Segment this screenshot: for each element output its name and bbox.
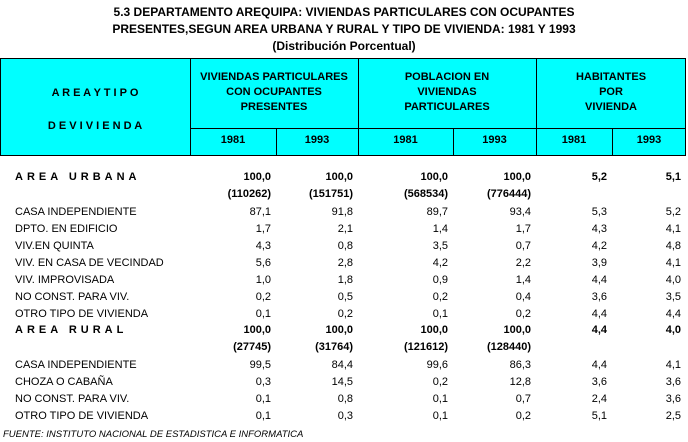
value-cell: 93,4	[509, 206, 531, 218]
value-cell: 0,7	[515, 393, 531, 405]
value-cell: 2,5	[665, 410, 681, 422]
value-cell: 0,2	[515, 308, 531, 320]
rural-absolute-row	[0, 339, 688, 356]
value-cell: 3,6	[591, 376, 607, 388]
value-cell: 3,6	[665, 393, 681, 405]
source-note: FUENTE: INSTITUTO NACIONAL DE ESTADISTICA E INFORMATICA	[3, 429, 304, 440]
year-header: 1993	[482, 134, 507, 146]
value-cell: 4,1	[665, 223, 681, 235]
absolute-cell: (110262)	[227, 188, 271, 200]
value-cell: 4,2	[591, 240, 607, 252]
value-cell: 4,1	[665, 257, 681, 269]
value-cell: 3,6	[665, 376, 681, 388]
total-cell: 4,4	[591, 324, 607, 336]
header-viviendas-line1: VIVIENDAS PARTICULARES	[200, 71, 348, 83]
total-cell: 100,0	[503, 324, 531, 336]
table-row	[0, 204, 688, 221]
urban-total-row	[0, 169, 688, 186]
table-row	[0, 374, 688, 391]
header-poblacion-line2: VIVIENDAS	[417, 86, 477, 98]
row-label: OTRO TIPO DE VIVIENDA	[15, 410, 149, 422]
row-label: VIV.EN QUINTA	[15, 240, 94, 252]
value-cell: 0,8	[337, 240, 353, 252]
row-label: CHOZA O CABAÑA	[15, 376, 113, 388]
total-cell: 100,0	[420, 324, 448, 336]
absolute-cell: (568534)	[403, 188, 448, 200]
table-row	[0, 255, 688, 272]
row-label: NO CONST. PARA VIV.	[15, 393, 130, 405]
value-cell: 0,2	[515, 410, 531, 422]
value-cell: 0,1	[432, 308, 448, 320]
value-cell: 1,4	[515, 274, 531, 286]
value-cell: 99,6	[426, 359, 448, 371]
table-title-line1: 5.3 DEPARTAMENTO AREQUIPA: VIVIENDAS PARTICULARES CON OCUPANTES	[113, 5, 575, 19]
value-cell: 0,2	[337, 308, 353, 320]
total-cell: 100,0	[325, 324, 353, 336]
value-cell: 14,5	[331, 376, 353, 388]
value-cell: 91,8	[331, 206, 353, 218]
year-header: 1993	[304, 134, 330, 146]
table-row	[0, 238, 688, 255]
value-cell: 4,2	[432, 257, 448, 269]
value-cell: 3,5	[665, 291, 681, 303]
table-row	[0, 391, 688, 408]
value-cell: 1,0	[255, 274, 271, 286]
year-header: 1993	[636, 134, 662, 146]
value-cell: 5,2	[665, 206, 681, 218]
table-title-line2: PRESENTES,SEGUN AREA URBANA Y RURAL Y TIPO DE VIVIENDA: 1981 Y 1993	[112, 22, 576, 36]
row-label: OTRO TIPO DE VIVIENDA	[15, 308, 149, 320]
table-row	[0, 289, 688, 306]
value-cell: 1,4	[432, 223, 448, 235]
total-cell: 100,0	[503, 171, 531, 183]
total-cell: 4,0	[665, 324, 681, 336]
rural-section-label: AREA RURAL	[15, 324, 128, 336]
value-cell: 0,2	[432, 291, 448, 303]
value-cell: 5,1	[591, 410, 607, 422]
header-habitantes-line3: VIVIENDA	[585, 101, 637, 113]
value-cell: 89,7	[426, 206, 448, 218]
value-cell: 0,3	[337, 410, 353, 422]
year-header: 1981	[220, 134, 246, 146]
absolute-cell: (27745)	[233, 341, 271, 353]
value-cell: 87,1	[249, 206, 271, 218]
value-cell: 86,3	[509, 359, 531, 371]
value-cell: 2,1	[337, 223, 353, 235]
header-habitantes-line2: POR	[599, 86, 623, 98]
value-cell: 99,5	[249, 359, 271, 371]
total-cell: 5,1	[665, 171, 681, 183]
value-cell: 1,7	[515, 223, 531, 235]
value-cell: 0,3	[255, 376, 271, 388]
value-cell: 4,1	[665, 359, 681, 371]
value-cell: 5,3	[591, 206, 607, 218]
header-viviendas-line2: CON OCUPANTES	[226, 86, 322, 98]
value-cell: 0,8	[337, 393, 353, 405]
value-cell: 0,2	[432, 376, 448, 388]
value-cell: 12,8	[509, 376, 531, 388]
header-area-line1: A R E A Y T I P O	[51, 87, 139, 99]
year-header: 1981	[561, 134, 587, 146]
table-row	[0, 357, 688, 374]
row-label: NO CONST. PARA VIV.	[15, 291, 130, 303]
header-area-line2: D E V I V I E N D A	[47, 120, 143, 132]
row-label: VIV. EN CASA DE VECINDAD	[15, 257, 164, 269]
table-row	[0, 272, 688, 289]
year-header: 1981	[393, 134, 418, 146]
value-cell: 1,7	[255, 223, 271, 235]
rural-total-row	[0, 322, 688, 339]
value-cell: 0,7	[515, 240, 531, 252]
value-cell: 0,5	[337, 291, 353, 303]
value-cell: 0,2	[255, 291, 271, 303]
absolute-cell: (776444)	[486, 188, 531, 200]
absolute-cell: (151751)	[308, 188, 353, 200]
row-label: CASA INDEPENDIENTE	[15, 206, 137, 218]
header-poblacion-line1: POBLACION EN	[404, 71, 490, 83]
total-cell: 100,0	[420, 171, 448, 183]
value-cell: 0,1	[432, 393, 448, 405]
value-cell: 4,8	[665, 240, 681, 252]
value-cell: 3,9	[591, 257, 607, 269]
value-cell: 4,3	[255, 240, 271, 252]
header-habitantes-line1: HABITANTES	[575, 71, 647, 83]
value-cell: 4,0	[665, 274, 681, 286]
table-row	[0, 408, 688, 425]
value-cell: 2,8	[337, 257, 353, 269]
urban-absolute-row	[0, 186, 688, 203]
header-poblacion-line3: PARTICULARES	[404, 101, 490, 113]
total-cell: 100,0	[243, 171, 271, 183]
value-cell: 1,8	[337, 274, 353, 286]
total-cell: 100,0	[243, 324, 271, 336]
value-cell: 84,4	[331, 359, 353, 371]
absolute-cell: (121612)	[403, 341, 448, 353]
value-cell: 4,4	[591, 274, 607, 286]
header-viviendas-line3: PRESENTES	[240, 101, 308, 113]
value-cell: 0,4	[515, 291, 531, 303]
value-cell: 5,6	[255, 257, 271, 269]
value-cell: 2,2	[515, 257, 531, 269]
row-label: VIV. IMPROVISADA	[15, 274, 115, 286]
absolute-cell: (128440)	[486, 341, 531, 353]
value-cell: 0,1	[255, 393, 271, 405]
table-subtitle: (Distribución Porcentual)	[272, 39, 416, 53]
value-cell: 0,1	[432, 410, 448, 422]
value-cell: 4,4	[591, 308, 607, 320]
absolute-cell: (31764)	[315, 341, 353, 353]
value-cell: 2,4	[591, 393, 607, 405]
urban-section-label: AREA URBANA	[15, 171, 141, 183]
value-cell: 3,5	[432, 240, 448, 252]
value-cell: 0,1	[255, 308, 271, 320]
table-row	[0, 221, 688, 238]
value-cell: 4,4	[665, 308, 681, 320]
row-label: CASA INDEPENDIENTE	[15, 359, 137, 371]
row-label: DPTO. EN EDIFICIO	[15, 223, 118, 235]
table-row	[0, 306, 688, 323]
value-cell: 0,1	[255, 410, 271, 422]
total-cell: 5,2	[591, 171, 607, 183]
value-cell: 4,3	[591, 223, 607, 235]
value-cell: 0,9	[432, 274, 448, 286]
value-cell: 4,4	[591, 359, 607, 371]
total-cell: 100,0	[325, 171, 353, 183]
value-cell: 3,6	[591, 291, 607, 303]
